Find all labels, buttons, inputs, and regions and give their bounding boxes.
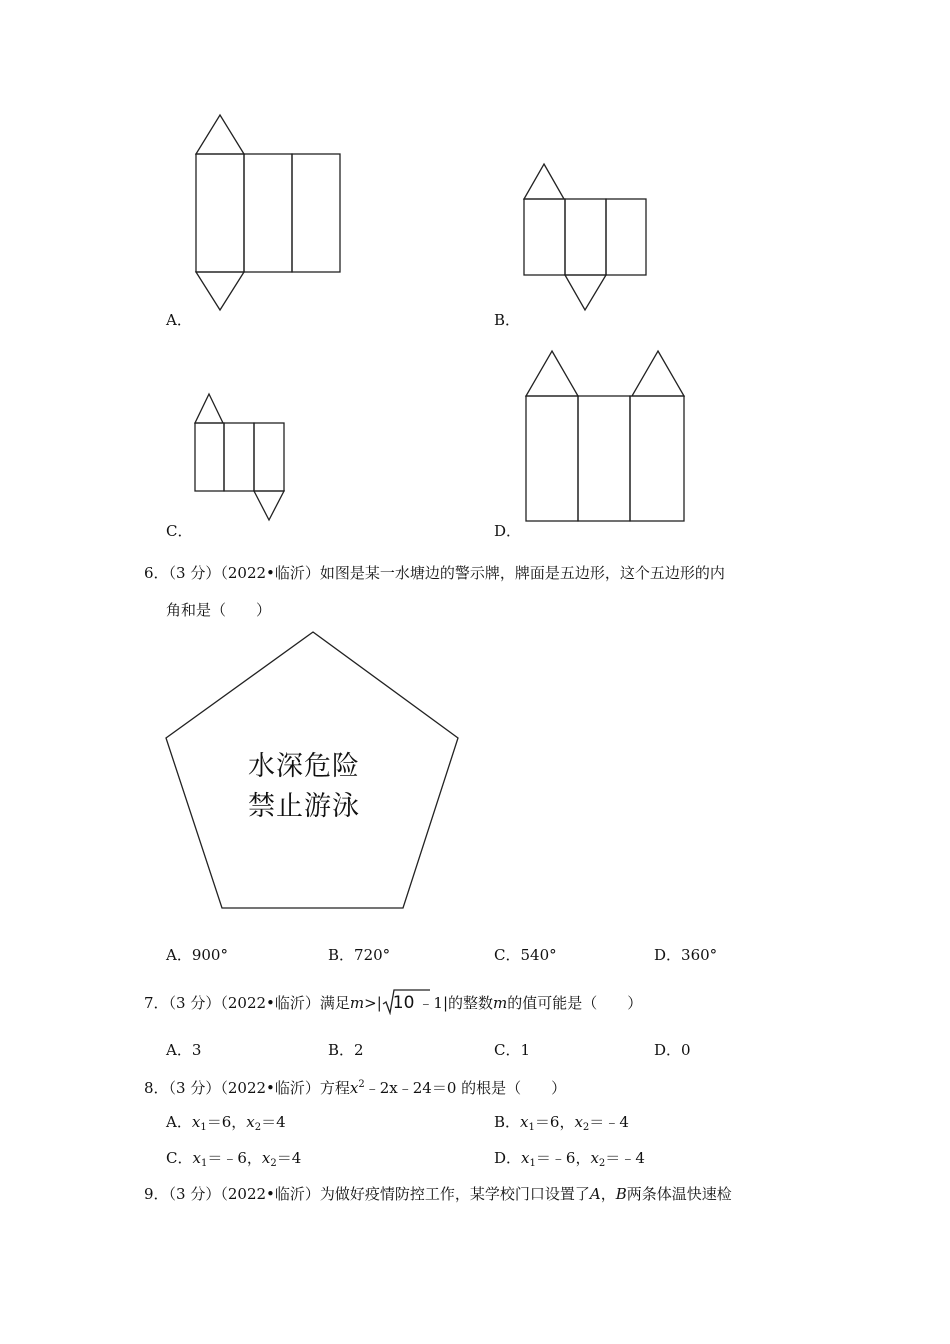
question-number: 7． [144,994,169,1012]
question-number: 6． [144,564,169,582]
sign-text-line1: 水深危险 [248,751,360,782]
question-text-cont: ﹣1|的整数 [418,994,494,1012]
q8-option-b: B．$x_1=6$，$x_2=﹣4$ [494,1113,629,1133]
question-score: （3 分） [168,1185,221,1203]
option-x2: ﹣4 [604,1113,629,1131]
question-source: （2022•临沂） [220,1185,320,1203]
q8-option-c: C．$x_1=﹣6$，$x_2=4$ [166,1149,302,1169]
sqrt-symbol [382,987,432,1015]
variable-a: A [589,1185,601,1203]
q7-option-d: D．0 [654,1041,691,1059]
q6-option-c: C．540° [494,946,557,964]
variable-x: x [349,1079,359,1097]
q6-option-d: D．360° [654,946,718,964]
option-x1: ﹣6 [222,1149,247,1167]
question-text-end: 两条体温快速检 [626,1185,732,1203]
q6-option-b: B．720° [328,946,391,964]
question-score: （3 分） [168,1079,221,1097]
option-x1: 6 [549,1113,560,1131]
option-label: B． [494,1113,521,1131]
question-7-line [144,993,642,1013]
q7-option-b: B．2 [328,1041,364,1059]
radicand: 10 [392,993,415,1013]
question-score: （3 分） [168,564,221,582]
option-label: D． [494,1149,522,1167]
question-score: （3 分） [168,994,221,1012]
question-text-end: ﹣2x﹣24＝0 的根是（ ） [364,1079,567,1097]
q8-option-a: A．$x_1=6$，$x_2=4$ [166,1113,286,1133]
question-text: 满足 [319,994,350,1012]
q7-option-c: C．1 [494,1041,531,1059]
question-text: 为做好疫情防控工作，某学校门口设置了 [319,1185,590,1203]
question-text: 如图是某一水塘边的警示牌，牌面是五边形，这个五边形的内 [319,564,725,582]
net-figure-a [190,110,350,315]
question-6-line1 [144,563,725,583]
question-6-line2: 角和是（ ） [166,601,272,619]
option-x2: 4 [276,1113,286,1131]
question-source: （2022•临沂） [220,1079,320,1097]
net-figure-d [520,345,695,530]
inequality-sign: >| [364,994,382,1012]
question-source: （2022•临沂） [220,994,320,1012]
variable-m: m [349,994,365,1012]
option-x1: ﹣6 [550,1149,576,1167]
question-8-line [144,1075,566,1098]
option-d-label: D． [494,522,522,540]
question-number: 9． [144,1185,169,1203]
net-figure-b [520,160,655,315]
exponent: 2 [358,1079,365,1090]
option-c-label: C． [166,522,193,540]
q6-option-a: A．900° [166,946,228,964]
option-b-label: B． [494,311,521,329]
variable-m: m [493,994,508,1012]
option-a-label: A． [166,311,192,329]
question-text: 方程 [319,1079,350,1097]
question-number: 8． [144,1079,169,1097]
option-x2: ﹣4 [620,1149,645,1167]
sign-text-line2: 禁止游泳 [248,791,360,822]
question-source: （2022•临沂） [220,564,320,582]
q8-option-d: D．$x_1=﹣6$，$x_2=﹣4$ [494,1149,645,1169]
comma: ， [600,1185,616,1203]
sqrt-expression [382,993,419,1013]
option-label: A． [166,1113,192,1131]
option-label: C． [166,1149,193,1167]
variable-b: B [615,1185,627,1203]
option-x2: 4 [291,1149,302,1167]
q7-option-a: A．3 [166,1041,202,1059]
option-x1: 6 [221,1113,232,1131]
question-9-line [144,1184,732,1204]
net-figure-c [190,390,290,525]
question-text-end: 的值可能是（ ） [507,994,643,1012]
